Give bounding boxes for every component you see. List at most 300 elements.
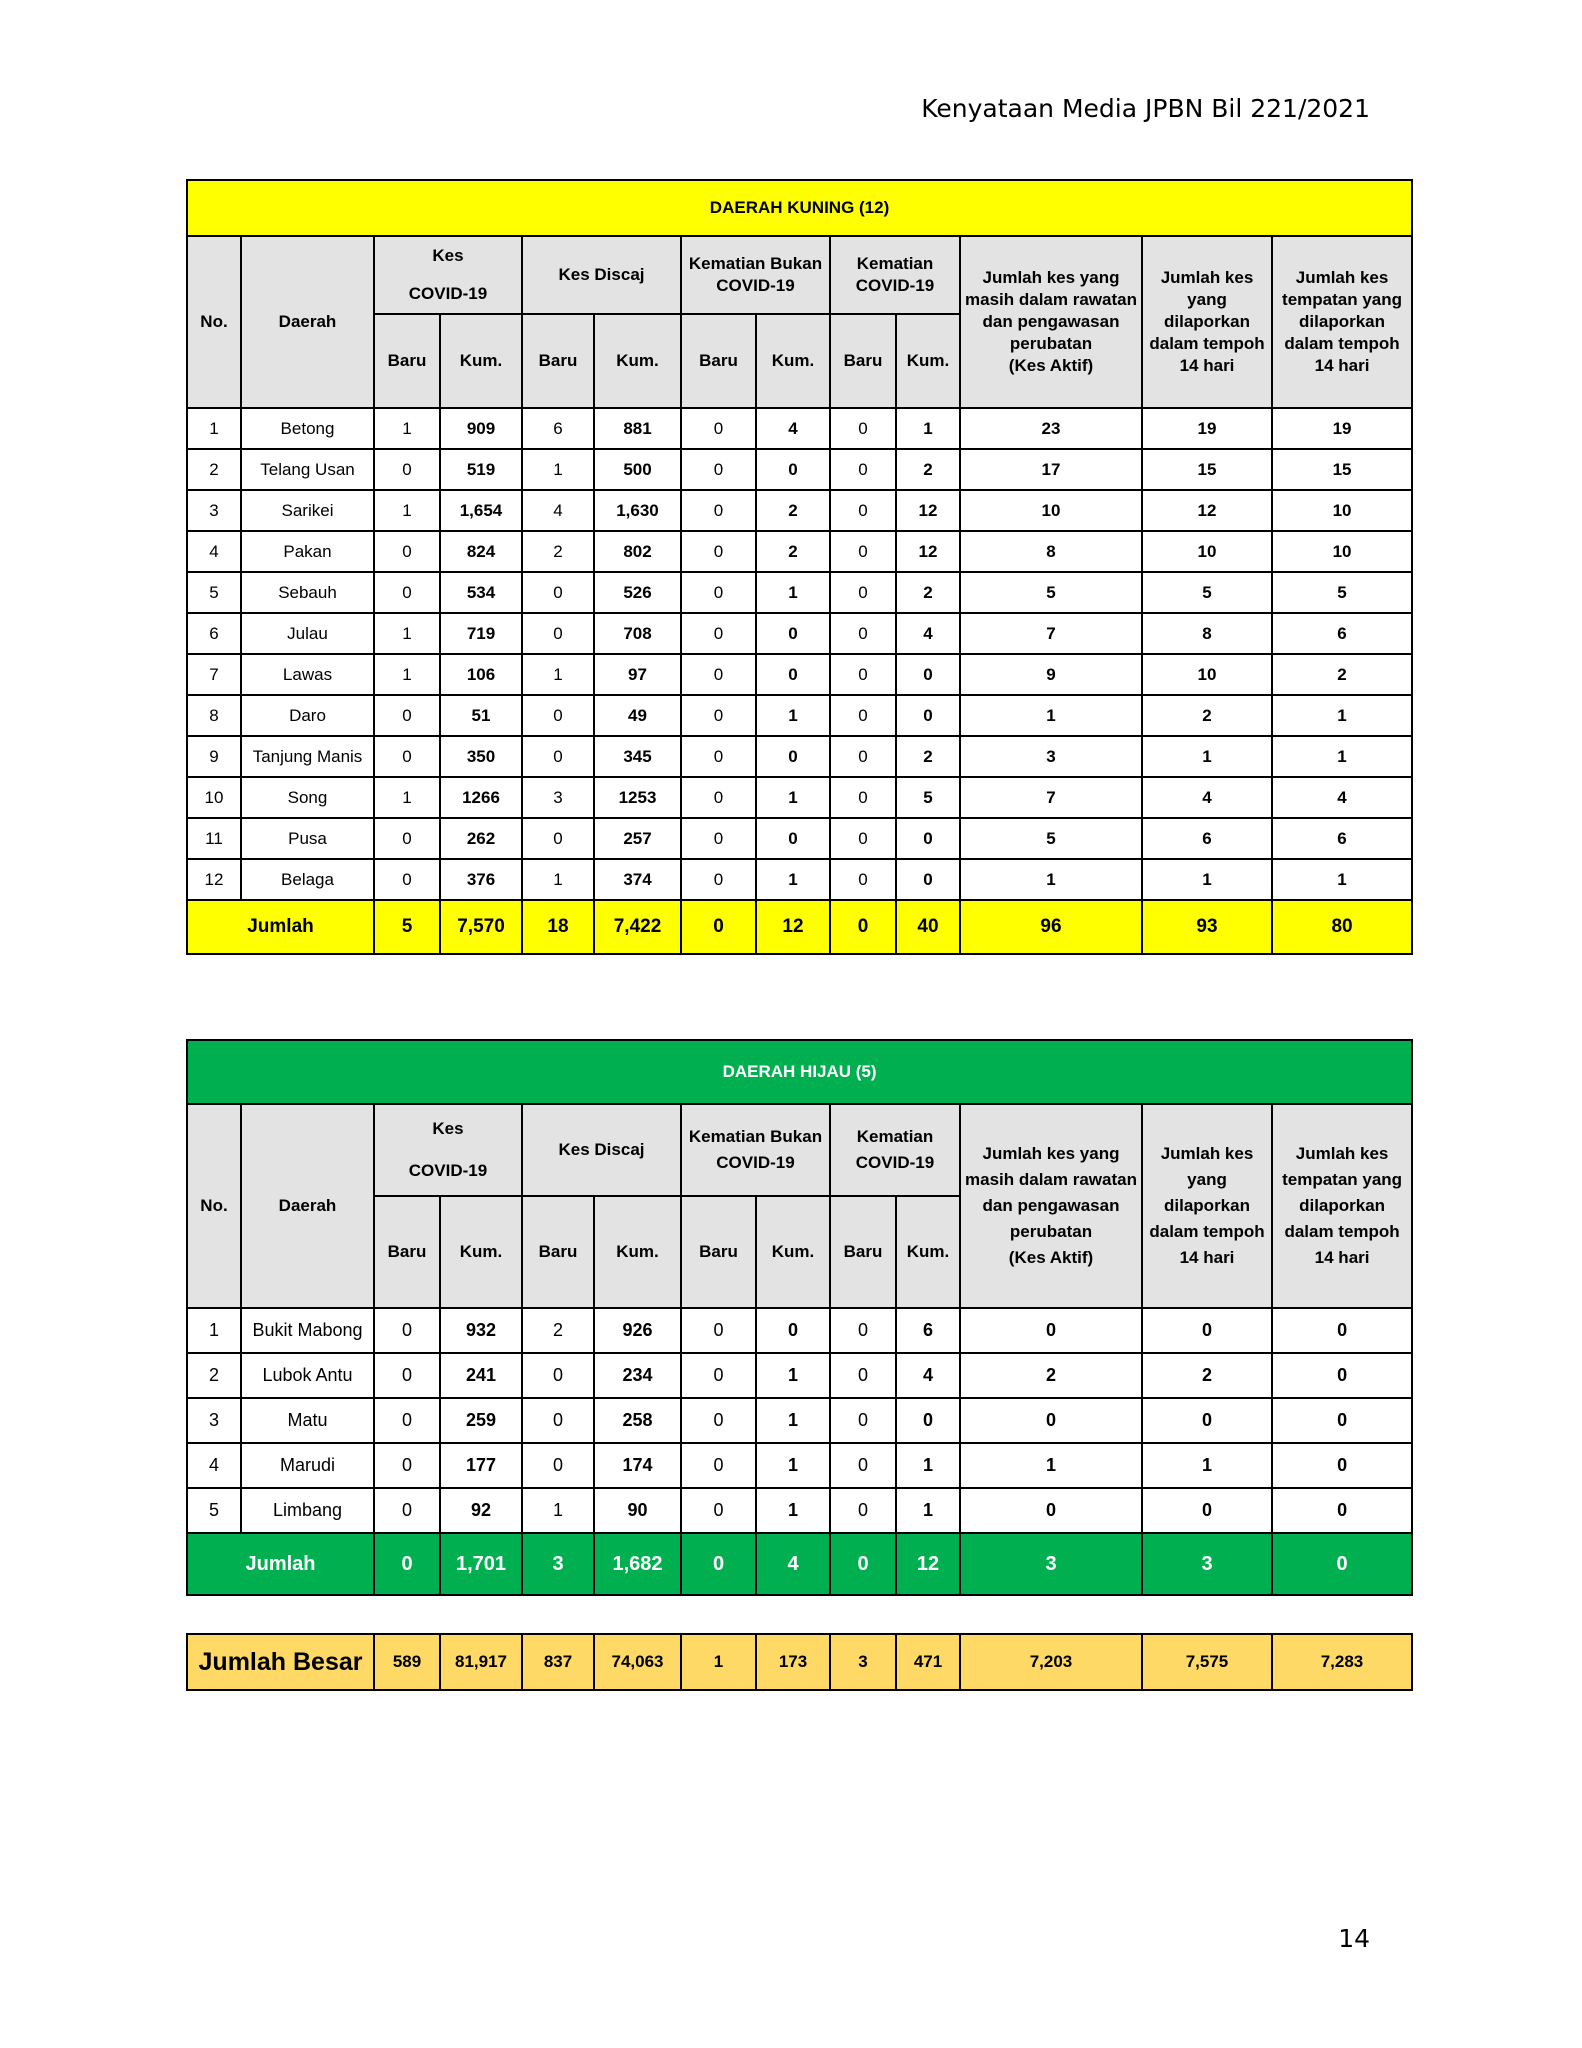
total-cell: 3 <box>1142 1533 1272 1595</box>
data-cell: 0 <box>1272 1353 1412 1398</box>
data-cell: 0 <box>830 613 896 654</box>
data-cell: 4 <box>896 1353 960 1398</box>
page-number: 14 <box>1338 1924 1370 1953</box>
daerah-name: Tanjung Manis <box>241 736 374 777</box>
data-cell: 1 <box>756 1398 830 1443</box>
data-cell: 7 <box>960 777 1142 818</box>
row-number: 1 <box>187 1308 241 1353</box>
data-cell: 49 <box>594 695 681 736</box>
data-cell: 0 <box>374 531 440 572</box>
data-cell: 6 <box>1142 818 1272 859</box>
daerah-name: Marudi <box>241 1443 374 1488</box>
data-cell: 0 <box>681 490 756 531</box>
data-cell: 1 <box>1272 695 1412 736</box>
data-cell: 345 <box>594 736 681 777</box>
row-number: 9 <box>187 736 241 777</box>
data-cell: 1 <box>522 859 594 900</box>
total-cell: 1,682 <box>594 1533 681 1595</box>
col-header-discaj: Kes Discaj <box>522 1104 681 1196</box>
table-row <box>187 1308 1412 1353</box>
total-cell: 3 <box>960 1533 1142 1595</box>
total-cell: 12 <box>896 1533 960 1595</box>
total-label: Jumlah Besar <box>187 1634 374 1690</box>
row-number: 12 <box>187 859 241 900</box>
table-title: DAERAH KUNING (12) <box>187 180 1412 236</box>
data-cell: 12 <box>896 490 960 531</box>
data-cell: 350 <box>440 736 522 777</box>
total-cell: 93 <box>1142 900 1272 954</box>
data-cell: 0 <box>1142 1398 1272 1443</box>
data-cell: 10 <box>1272 490 1412 531</box>
col-header-baru: Baru <box>374 314 440 408</box>
data-cell: 0 <box>1142 1488 1272 1533</box>
total-cell: 7,283 <box>1272 1634 1412 1690</box>
data-cell: 1,630 <box>594 490 681 531</box>
data-cell: 0 <box>830 777 896 818</box>
total-cell: 173 <box>756 1634 830 1690</box>
data-cell: 0 <box>374 1398 440 1443</box>
document-header: Kenyataan Media JPBN Bil 221/2021 <box>921 94 1370 123</box>
total-cell: 7,575 <box>1142 1634 1272 1690</box>
data-cell: 0 <box>830 572 896 613</box>
total-row <box>187 900 1412 954</box>
data-cell: 15 <box>1272 449 1412 490</box>
data-cell: 0 <box>1142 1308 1272 1353</box>
data-cell: 6 <box>896 1308 960 1353</box>
data-cell: 4 <box>1142 777 1272 818</box>
daerah-name: Julau <box>241 613 374 654</box>
data-cell: 0 <box>681 408 756 449</box>
data-cell: 0 <box>374 1308 440 1353</box>
data-cell: 534 <box>440 572 522 613</box>
data-cell: 12 <box>896 531 960 572</box>
data-cell: 1 <box>756 1443 830 1488</box>
daerah-name: Lawas <box>241 654 374 695</box>
data-cell: 4 <box>756 408 830 449</box>
data-cell: 2 <box>756 490 830 531</box>
data-cell: 0 <box>830 1398 896 1443</box>
row-number: 3 <box>187 1398 241 1443</box>
row-number: 5 <box>187 572 241 613</box>
col-header-kes: Kes COVID-19 <box>374 236 522 314</box>
data-cell: 19 <box>1272 408 1412 449</box>
data-cell: 1,654 <box>440 490 522 531</box>
daerah-name: Pusa <box>241 818 374 859</box>
data-cell: 0 <box>681 1443 756 1488</box>
total-cell: 5 <box>374 900 440 954</box>
data-cell: 2 <box>756 531 830 572</box>
data-cell: 1 <box>960 695 1142 736</box>
data-cell: 0 <box>896 818 960 859</box>
data-cell: 0 <box>896 859 960 900</box>
data-cell: 3 <box>960 736 1142 777</box>
daerah-name: Pakan <box>241 531 374 572</box>
data-cell: 9 <box>960 654 1142 695</box>
table-row <box>187 859 1412 900</box>
data-cell: 0 <box>896 654 960 695</box>
data-cell: 2 <box>1142 1353 1272 1398</box>
data-cell: 526 <box>594 572 681 613</box>
col-header-tempatan: Jumlah kes tempatan yang dilaporkan dalam tempoh 14 hari <box>1272 1104 1412 1308</box>
total-cell: 0 <box>830 1533 896 1595</box>
data-cell: 10 <box>960 490 1142 531</box>
data-cell: 8 <box>1142 613 1272 654</box>
data-cell: 1 <box>756 1353 830 1398</box>
data-cell: 376 <box>440 859 522 900</box>
daerah-name: Limbang <box>241 1488 374 1533</box>
table-daerah-hijau <box>186 1039 1413 1596</box>
data-cell: 2 <box>522 1308 594 1353</box>
col-header-daerah: Daerah <box>241 1104 374 1308</box>
data-cell: 1 <box>522 449 594 490</box>
col-header-no: No. <box>187 1104 241 1308</box>
data-cell: 0 <box>522 613 594 654</box>
data-cell: 2 <box>1142 695 1272 736</box>
data-cell: 0 <box>830 695 896 736</box>
data-cell: 1 <box>896 1443 960 1488</box>
table-row <box>187 1488 1412 1533</box>
col-header-baru: Baru <box>522 314 594 408</box>
data-cell: 0 <box>681 695 756 736</box>
total-cell: 0 <box>681 900 756 954</box>
daerah-name: Matu <box>241 1398 374 1443</box>
col-header-baru: Baru <box>374 1196 440 1308</box>
col-header-no: No. <box>187 236 241 408</box>
table-row <box>187 1353 1412 1398</box>
data-cell: 1 <box>1142 859 1272 900</box>
data-cell: 259 <box>440 1398 522 1443</box>
total-cell: 471 <box>896 1634 960 1690</box>
col-header-kematian: Kematian COVID-19 <box>830 1104 960 1196</box>
table-row <box>187 654 1412 695</box>
data-cell: 8 <box>960 531 1142 572</box>
table-row <box>187 490 1412 531</box>
total-cell: 837 <box>522 1634 594 1690</box>
daerah-name: Bukit Mabong <box>241 1308 374 1353</box>
total-cell: 18 <box>522 900 594 954</box>
col-header-baru: Baru <box>681 314 756 408</box>
data-cell: 5 <box>960 572 1142 613</box>
total-label: Jumlah <box>187 900 374 954</box>
data-cell: 5 <box>960 818 1142 859</box>
data-cell: 1 <box>1272 736 1412 777</box>
table-row <box>187 449 1412 490</box>
total-cell: 96 <box>960 900 1142 954</box>
row-number: 10 <box>187 777 241 818</box>
data-cell: 6 <box>1272 613 1412 654</box>
data-cell: 708 <box>594 613 681 654</box>
data-cell: 0 <box>681 818 756 859</box>
data-cell: 0 <box>681 1308 756 1353</box>
row-number: 4 <box>187 531 241 572</box>
col-header-discaj: Kes Discaj <box>522 236 681 314</box>
total-cell: 0 <box>830 900 896 954</box>
data-cell: 1 <box>374 613 440 654</box>
table-row <box>187 818 1412 859</box>
data-cell: 1 <box>756 859 830 900</box>
data-cell: 0 <box>681 1488 756 1533</box>
data-cell: 1253 <box>594 777 681 818</box>
data-cell: 0 <box>830 490 896 531</box>
data-cell: 2 <box>1272 654 1412 695</box>
table-jumlah-besar <box>186 1633 1413 1691</box>
data-cell: 4 <box>522 490 594 531</box>
table-row <box>187 572 1412 613</box>
data-cell: 0 <box>960 1398 1142 1443</box>
data-cell: 0 <box>374 695 440 736</box>
col-header-dilaporkan: Jumlah kes yang dilaporkan dalam tempoh 14 hari <box>1142 236 1272 408</box>
row-number: 8 <box>187 695 241 736</box>
data-cell: 1 <box>756 695 830 736</box>
data-cell: 0 <box>830 408 896 449</box>
data-cell: 177 <box>440 1443 522 1488</box>
data-cell: 0 <box>960 1488 1142 1533</box>
daerah-name: Sebauh <box>241 572 374 613</box>
row-number: 2 <box>187 1353 241 1398</box>
data-cell: 12 <box>1142 490 1272 531</box>
data-cell: 1 <box>896 1488 960 1533</box>
data-cell: 23 <box>960 408 1142 449</box>
total-cell: 7,203 <box>960 1634 1142 1690</box>
data-cell: 97 <box>594 654 681 695</box>
table-row <box>187 777 1412 818</box>
col-header-tempatan: Jumlah kes tempatan yang dilaporkan dalam tempoh 14 hari <box>1272 236 1412 408</box>
data-cell: 932 <box>440 1308 522 1353</box>
data-cell: 0 <box>374 572 440 613</box>
data-cell: 10 <box>1272 531 1412 572</box>
data-cell: 234 <box>594 1353 681 1398</box>
total-cell: 1,701 <box>440 1533 522 1595</box>
data-cell: 1266 <box>440 777 522 818</box>
data-cell: 1 <box>960 1443 1142 1488</box>
data-cell: 719 <box>440 613 522 654</box>
data-cell: 4 <box>1272 777 1412 818</box>
total-cell: 0 <box>681 1533 756 1595</box>
data-cell: 824 <box>440 531 522 572</box>
col-header-kum: Kum. <box>896 314 960 408</box>
data-cell: 0 <box>830 1443 896 1488</box>
table-row <box>187 531 1412 572</box>
data-cell: 92 <box>440 1488 522 1533</box>
data-cell: 17 <box>960 449 1142 490</box>
data-cell: 2 <box>960 1353 1142 1398</box>
total-cell: 0 <box>374 1533 440 1595</box>
data-cell: 1 <box>1142 1443 1272 1488</box>
data-cell: 0 <box>522 1353 594 1398</box>
data-cell: 90 <box>594 1488 681 1533</box>
data-cell: 0 <box>1272 1398 1412 1443</box>
data-cell: 19 <box>1142 408 1272 449</box>
data-cell: 4 <box>896 613 960 654</box>
data-cell: 0 <box>830 531 896 572</box>
col-header-kes-aktif: Jumlah kes yang masih dalam rawatan dan pengawasan perubatan (Kes Aktif) <box>960 1104 1142 1308</box>
daerah-name: Sarikei <box>241 490 374 531</box>
data-cell: 0 <box>896 695 960 736</box>
data-cell: 174 <box>594 1443 681 1488</box>
data-cell: 0 <box>1272 1488 1412 1533</box>
total-cell: 74,063 <box>594 1634 681 1690</box>
data-cell: 0 <box>681 1398 756 1443</box>
data-cell: 0 <box>681 777 756 818</box>
data-cell: 5 <box>1142 572 1272 613</box>
col-header-baru: Baru <box>830 314 896 408</box>
data-cell: 6 <box>522 408 594 449</box>
data-cell: 258 <box>594 1398 681 1443</box>
total-label: Jumlah <box>187 1533 374 1595</box>
data-cell: 5 <box>896 777 960 818</box>
data-cell: 0 <box>756 1308 830 1353</box>
table-row <box>187 613 1412 654</box>
data-cell: 0 <box>681 859 756 900</box>
data-cell: 802 <box>594 531 681 572</box>
data-cell: 0 <box>522 1443 594 1488</box>
data-cell: 909 <box>440 408 522 449</box>
total-cell: 7,570 <box>440 900 522 954</box>
total-row <box>187 1533 1412 1595</box>
table-row <box>187 408 1412 449</box>
col-header-kematian: Kematian COVID-19 <box>830 236 960 314</box>
col-header-baru: Baru <box>681 1196 756 1308</box>
col-header-kum: Kum. <box>896 1196 960 1308</box>
row-number: 3 <box>187 490 241 531</box>
data-cell: 1 <box>374 654 440 695</box>
data-cell: 2 <box>896 572 960 613</box>
total-cell: 12 <box>756 900 830 954</box>
total-cell: 80 <box>1272 900 1412 954</box>
data-cell: 1 <box>1272 859 1412 900</box>
col-header-kum: Kum. <box>440 314 522 408</box>
col-header-kum: Kum. <box>594 1196 681 1308</box>
data-cell: 1 <box>522 654 594 695</box>
daerah-name: Daro <box>241 695 374 736</box>
data-cell: 106 <box>440 654 522 695</box>
data-cell: 257 <box>594 818 681 859</box>
data-cell: 0 <box>522 572 594 613</box>
data-cell: 1 <box>896 408 960 449</box>
data-cell: 1 <box>960 859 1142 900</box>
data-cell: 5 <box>1272 572 1412 613</box>
row-number: 2 <box>187 449 241 490</box>
data-cell: 10 <box>1142 531 1272 572</box>
row-number: 1 <box>187 408 241 449</box>
row-number: 7 <box>187 654 241 695</box>
total-row <box>187 1634 1412 1690</box>
data-cell: 0 <box>756 818 830 859</box>
col-header-kes: Kes COVID-19 <box>374 1104 522 1196</box>
col-header-kum: Kum. <box>440 1196 522 1308</box>
total-cell: 4 <box>756 1533 830 1595</box>
col-header-kum: Kum. <box>756 314 830 408</box>
total-cell: 40 <box>896 900 960 954</box>
data-cell: 1 <box>374 408 440 449</box>
data-cell: 0 <box>756 736 830 777</box>
data-cell: 2 <box>896 449 960 490</box>
table-title: DAERAH HIJAU (5) <box>187 1040 1412 1104</box>
data-cell: 241 <box>440 1353 522 1398</box>
data-cell: 0 <box>830 1353 896 1398</box>
data-cell: 1 <box>374 490 440 531</box>
table-row <box>187 1398 1412 1443</box>
total-cell: 7,422 <box>594 900 681 954</box>
data-cell: 0 <box>522 695 594 736</box>
data-cell: 0 <box>830 1488 896 1533</box>
data-cell: 1 <box>756 572 830 613</box>
data-cell: 262 <box>440 818 522 859</box>
data-cell: 0 <box>374 736 440 777</box>
row-number: 11 <box>187 818 241 859</box>
col-header-kum: Kum. <box>756 1196 830 1308</box>
data-cell: 10 <box>1142 654 1272 695</box>
col-header-dilaporkan: Jumlah kes yang dilaporkan dalam tempoh 14 hari <box>1142 1104 1272 1308</box>
data-cell: 51 <box>440 695 522 736</box>
data-cell: 0 <box>522 736 594 777</box>
col-header-daerah: Daerah <box>241 236 374 408</box>
data-cell: 0 <box>681 736 756 777</box>
data-cell: 0 <box>756 449 830 490</box>
data-cell: 1 <box>756 777 830 818</box>
data-cell: 0 <box>374 1488 440 1533</box>
data-cell: 0 <box>374 818 440 859</box>
data-cell: 519 <box>440 449 522 490</box>
data-cell: 0 <box>681 531 756 572</box>
data-cell: 6 <box>1272 818 1412 859</box>
data-cell: 0 <box>374 449 440 490</box>
data-cell: 0 <box>960 1308 1142 1353</box>
row-number: 6 <box>187 613 241 654</box>
total-cell: 3 <box>522 1533 594 1595</box>
data-cell: 1 <box>522 1488 594 1533</box>
total-cell: 81,917 <box>440 1634 522 1690</box>
data-cell: 0 <box>681 1353 756 1398</box>
data-cell: 0 <box>1272 1308 1412 1353</box>
total-cell: 1 <box>681 1634 756 1690</box>
data-cell: 0 <box>374 1443 440 1488</box>
row-number: 5 <box>187 1488 241 1533</box>
data-cell: 0 <box>830 1308 896 1353</box>
data-cell: 926 <box>594 1308 681 1353</box>
data-cell: 500 <box>594 449 681 490</box>
data-cell: 0 <box>374 859 440 900</box>
data-cell: 7 <box>960 613 1142 654</box>
data-cell: 881 <box>594 408 681 449</box>
data-cell: 0 <box>830 654 896 695</box>
data-cell: 3 <box>522 777 594 818</box>
daerah-name: Belaga <box>241 859 374 900</box>
data-cell: 0 <box>756 654 830 695</box>
daerah-name: Song <box>241 777 374 818</box>
data-cell: 1 <box>756 1488 830 1533</box>
daerah-name: Betong <box>241 408 374 449</box>
data-cell: 1 <box>1142 736 1272 777</box>
data-cell: 0 <box>681 654 756 695</box>
table-row <box>187 736 1412 777</box>
data-cell: 2 <box>522 531 594 572</box>
total-cell: 3 <box>830 1634 896 1690</box>
table-row <box>187 695 1412 736</box>
data-cell: 2 <box>896 736 960 777</box>
total-cell: 589 <box>374 1634 440 1690</box>
col-header-kematian-bukan: Kematian Bukan COVID-19 <box>681 236 830 314</box>
row-number: 4 <box>187 1443 241 1488</box>
daerah-name: Lubok Antu <box>241 1353 374 1398</box>
data-cell: 374 <box>594 859 681 900</box>
data-cell: 0 <box>896 1398 960 1443</box>
data-cell: 0 <box>681 449 756 490</box>
col-header-kum: Kum. <box>594 314 681 408</box>
data-cell: 0 <box>681 572 756 613</box>
data-cell: 0 <box>830 859 896 900</box>
table-daerah-kuning <box>186 179 1413 955</box>
